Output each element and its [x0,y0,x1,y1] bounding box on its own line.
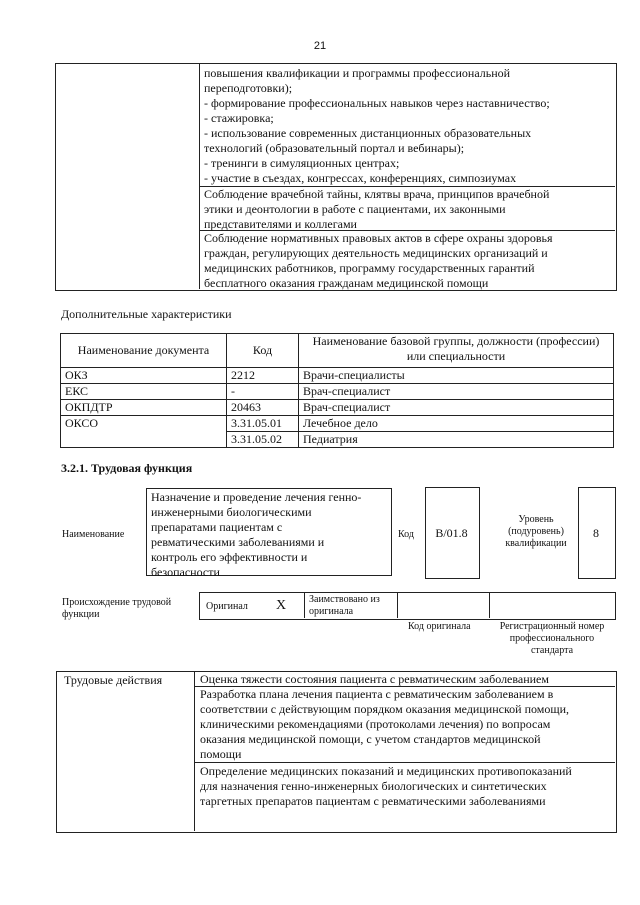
text-line: помощи [200,747,242,761]
text-line: безопасности [151,565,220,579]
action-item [200,672,610,687]
text-line: функции [62,609,100,620]
row-doc: ОКПДТР [61,400,227,416]
text-line: - использование современных дистанционных образовательных [204,126,532,140]
row-name: Врач-специалист [299,400,614,416]
text-line: квалификации [505,538,567,549]
origin-row [199,592,616,620]
row-code: 3.31.05.02 [227,432,299,448]
original-mark: X [276,598,287,613]
text-line: - формирование профессиональных навыков через наставничество; [204,96,550,110]
origin-divider-2 [397,592,398,618]
actions-rowline-2 [194,762,615,763]
additional-heading: Дополнительные характеристики [61,307,232,321]
origin-label [62,597,171,621]
row-name: Педиатрия [299,432,614,448]
row-name: Лечебное дело [299,416,614,432]
text-line: стандарта [530,645,574,656]
page-number: 21 [313,40,327,52]
text-line: ревматическими заболеваниями и [151,535,325,549]
text-line: - тренинги в симуляционных центрах; [204,156,400,170]
action-item [200,687,610,762]
row-name: Врач-специалист [299,384,614,400]
row-doc: ЕКС [61,384,227,400]
text-line: соответствии с действующим порядком оказания медицинской помощи, [200,702,570,716]
text-line: повышения квалификации и программы профессиональной [204,66,511,80]
section-title: 3.2.1. Трудовая функция [61,461,193,475]
table-header-row [61,334,614,368]
text-line: - участие в съездах, конгрессах, конференциях, симпозиумах [204,171,517,185]
additional-table [60,333,614,448]
function-name-box [146,488,392,579]
top-table-cell-2 [204,187,609,232]
reg-number-label [490,621,614,657]
code-label: Код [398,529,414,540]
name-label: Наименование [62,529,125,540]
text-line: - стажировка; [204,111,274,125]
borrowed-label [309,594,380,618]
text-line: клиническими рекомендациями (протоколами лечения) по вопросам [200,717,551,731]
row-doc: ОКСО [61,416,227,448]
row-code: 20463 [227,400,299,416]
row-code: 3.31.05.01 [227,416,299,432]
text-line: граждан, регулирующих деятельность медицинских организаций и [204,246,548,260]
actions-divider [194,671,195,831]
text-line: этики и деонтологии в работе с пациентами, их законными [204,202,506,216]
text-line: инженерными биологическими [151,505,312,519]
text-line: Соблюдение врачебной тайны, клятвы врача, принципов врачебной [204,187,550,201]
text-line: Происхождение трудовой [62,597,172,608]
origin-divider-1 [304,592,305,618]
text-line: Назначение и проведение лечения генно- [151,490,362,504]
header-code: Код [227,334,299,368]
text-line: таргетных препаратов пациентам с ревматическими заболеваниями [200,794,546,808]
text-line: переподготовки); [204,81,293,95]
code-original-label: Код оригинала [408,621,471,632]
code-value: B/01.8 [435,526,468,540]
level-label [493,514,579,550]
text-line: Разработка плана лечения пациента с ревматическим заболеванием в [200,687,554,701]
row-doc: ОКЗ [61,368,227,384]
top-table-cell-3 [204,231,609,291]
text-line: (подуровень) [508,526,564,537]
table-row [61,368,614,384]
text-line: Уровень [518,514,554,525]
text-line: представителями и коллегами [204,217,357,231]
text-line: контроль его эффективности и [151,550,308,564]
level-value: 8 [593,526,599,540]
text-line: медицинских работников, программу государственных гарантий [204,261,535,275]
row-code: - [227,384,299,400]
table-row [61,416,614,432]
text-line: технологий (образовательный портал и вебинары); [204,141,465,155]
text-line: оригинала [309,606,354,617]
row-name: Врачи-специалисты [299,368,614,384]
original-label: Оригинал [206,601,248,612]
header-doc-name: Наименование документа [61,334,227,368]
origin-divider-3 [489,592,490,618]
action-item [200,764,610,809]
text-line: для назначения генно-инженерных биологических и синтетических [200,779,547,793]
table-row [61,384,614,400]
actions-label: Трудовые действия [64,673,163,687]
row-code: 2212 [227,368,299,384]
table-row [61,400,614,416]
text-line: Заимствовано из [309,594,380,605]
text-line: Регистрационный номер [499,621,605,632]
header-group-name: Наименование базовой группы, должности (профессии) или специальности [299,334,614,368]
text-line: Определение медицинских показаний и медицинских противопоказаний [200,764,572,778]
text-line: бесплатного оказания гражданам медицинской помощи [204,276,489,290]
top-table-divider [199,63,200,289]
top-table-cell-1 [204,66,609,186]
text-line: Соблюдение нормативных правовых актов в сфере охраны здоровья [204,231,553,245]
text-line: Оценка тяжести состояния пациента с ревматическим заболеванием [200,672,549,686]
text-line: профессионального [509,633,595,644]
text-line: препаратами пациентам с [151,520,283,534]
text-line: оказания медицинской помощи, с учетом стандартов медицинской [200,732,541,746]
